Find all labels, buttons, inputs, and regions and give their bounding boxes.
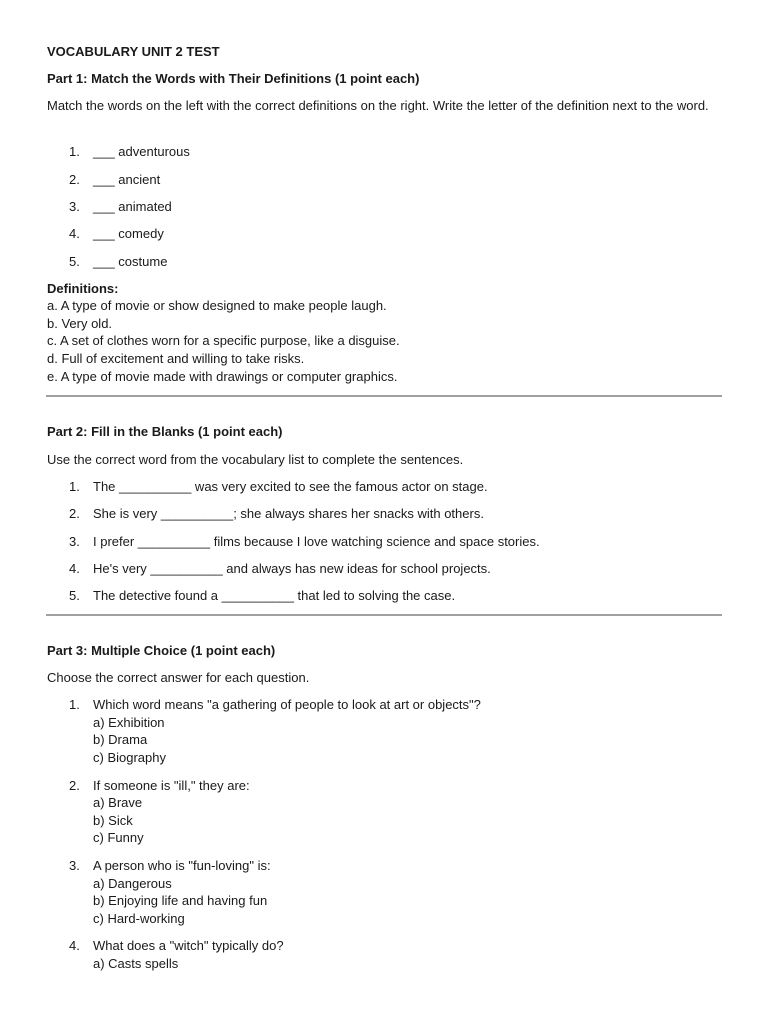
part1-instructions: Match the words on the left with the correct definitions on the right. Write the letter of the definition next to the word. <box>47 98 709 113</box>
part2-item: The __________ was very excited to see the famous actor on stage. <box>93 479 488 494</box>
part1-item: ___ adventurous <box>93 144 190 159</box>
answer-option: b) Drama <box>93 732 148 747</box>
answer-option: c) Funny <box>93 830 144 845</box>
part3-heading: Part 3: Multiple Choice (1 point each) <box>47 643 276 658</box>
part1-item: ___ costume <box>93 254 168 269</box>
definition-item: b. Very old. <box>47 316 113 331</box>
part2-heading: Part 2: Fill in the Blanks (1 point each) <box>47 424 283 439</box>
question-text: Which word means "a gathering of people to look at art or objects"? <box>93 697 481 712</box>
answer-option: a) Brave <box>93 795 143 810</box>
definition-item: a. A type of movie or show designed to make people laugh. <box>47 298 387 313</box>
part1-item-number: 3. <box>69 199 80 214</box>
part2-item: She is very __________; she always shares her snacks with others. <box>93 506 484 521</box>
definitions-heading: Definitions: <box>47 281 119 296</box>
part2-item-number: 3. <box>69 534 80 549</box>
definition-item: d. Full of excitement and willing to take risks. <box>47 351 305 366</box>
section-divider <box>46 395 722 397</box>
answer-option: b) Sick <box>93 813 133 828</box>
question-number: 4. <box>69 938 80 953</box>
part2-item-number: 4. <box>69 561 80 576</box>
part2-item-number: 5. <box>69 588 80 603</box>
answer-option: c) Hard-working <box>93 911 185 926</box>
part1-item-number: 1. <box>69 144 80 159</box>
part1-item-number: 5. <box>69 254 80 269</box>
part1-item: ___ comedy <box>93 226 164 241</box>
part2-item-number: 1. <box>69 479 80 494</box>
answer-option: b) Enjoying life and having fun <box>93 893 268 908</box>
question-number: 3. <box>69 858 80 873</box>
question-text: A person who is "fun-loving" is: <box>93 858 271 873</box>
part2-item: He's very __________ and always has new ideas for school projects. <box>93 561 491 576</box>
question-text: If someone is "ill," they are: <box>93 778 250 793</box>
part3-instructions: Choose the correct answer for each question. <box>47 670 310 685</box>
definition-item: c. A set of clothes worn for a specific purpose, like a disguise. <box>47 333 400 348</box>
answer-option: a) Exhibition <box>93 715 165 730</box>
answer-option: a) Casts spells <box>93 956 179 971</box>
part2-item: I prefer __________ films because I love watching science and space stories. <box>93 534 540 549</box>
answer-option: a) Dangerous <box>93 876 172 891</box>
question-number: 1. <box>69 697 80 712</box>
part1-item-number: 2. <box>69 172 80 187</box>
definition-item: e. A type of movie made with drawings or computer graphics. <box>47 369 398 384</box>
part1-item: ___ ancient <box>93 172 161 187</box>
answer-option: c) Biography <box>93 750 166 765</box>
part2-instructions: Use the correct word from the vocabulary list to complete the sentences. <box>47 452 464 467</box>
section-divider <box>46 614 722 616</box>
part1-heading: Part 1: Match the Words with Their Definitions (1 point each) <box>47 71 420 86</box>
part1-item: ___ animated <box>93 199 172 214</box>
part2-item-number: 2. <box>69 506 80 521</box>
question-text: What does a "witch" typically do? <box>93 938 284 953</box>
part2-item: The detective found a __________ that led to solving the case. <box>93 588 456 603</box>
part1-item-number: 4. <box>69 226 80 241</box>
question-number: 2. <box>69 778 80 793</box>
document-title: VOCABULARY UNIT 2 TEST <box>47 44 220 59</box>
